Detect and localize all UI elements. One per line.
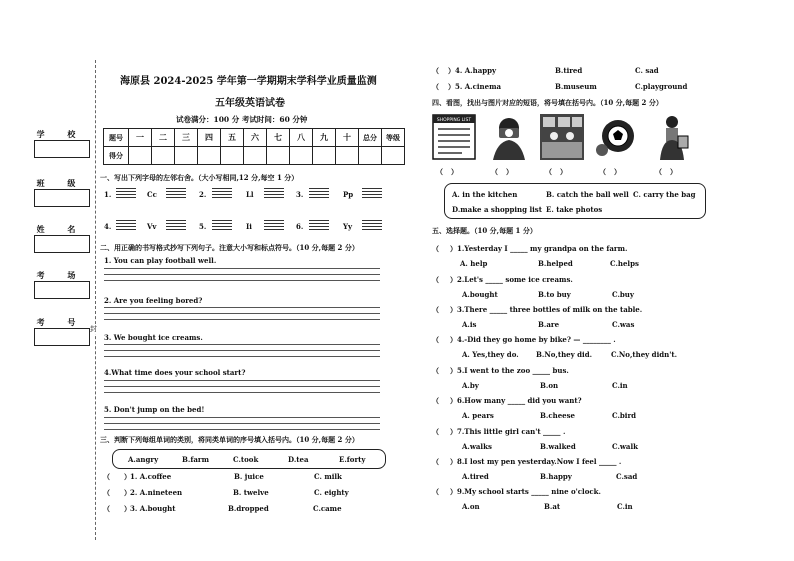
- bracket-open: （: [436, 167, 451, 176]
- sec3-option: C.took: [233, 455, 259, 464]
- sec3-item-b: B.tired: [555, 66, 583, 75]
- sec5-option-a: A.tired: [462, 472, 489, 481]
- sec3-option: B.farm: [182, 455, 209, 464]
- sec5-option-a: A.bought: [462, 290, 498, 299]
- sec4-option: B. catch the ball well: [546, 190, 629, 199]
- sec2-sentence: 3. We bought ice creams.: [104, 333, 203, 342]
- score-header-cell: 九: [313, 129, 336, 147]
- sec3-option: A.angry: [128, 455, 159, 464]
- writing-lines[interactable]: [264, 188, 284, 200]
- sec3-item-c: C. milk: [314, 472, 342, 481]
- sec5-option-a: A.by: [462, 381, 479, 390]
- writing-lines[interactable]: [309, 220, 329, 232]
- sec3-close: ）: [124, 488, 131, 497]
- copy-line[interactable]: [104, 350, 380, 351]
- score-header-cell: 四: [198, 129, 221, 147]
- score-header-cell: 题号: [104, 129, 129, 147]
- sec5-option-a: A. Yes,they do.: [462, 350, 519, 359]
- answer-bracket[interactable]: （: [432, 244, 439, 253]
- admin-label-room: 考 场: [36, 270, 86, 280]
- score-header-cell: 二: [152, 129, 175, 147]
- copy-line[interactable]: [104, 268, 380, 269]
- sec5-question: ）3.There _____ three bottles of milk on the table.: [450, 305, 643, 314]
- page-subtitle: 五年级英语试卷: [215, 98, 285, 109]
- sec4-option: C. carry the bag: [633, 190, 696, 199]
- copy-line[interactable]: [104, 423, 380, 424]
- score-cell[interactable]: [244, 147, 267, 165]
- sec5-option-b: B.happy: [540, 472, 572, 481]
- sec4-option: E. take photos: [546, 205, 603, 214]
- copy-line[interactable]: [104, 280, 380, 281]
- writing-lines[interactable]: [166, 188, 186, 200]
- score-header-cell: 七: [267, 129, 290, 147]
- sec5-option-c: C.bird: [612, 411, 637, 420]
- sec5-question: ）8.I lost my pen yesterday.Now I feel _____ .: [450, 457, 622, 466]
- sec4-option: D.make a shopping list: [452, 205, 542, 214]
- score-header-cell: 六: [244, 129, 267, 147]
- sec1-letter: Yy: [343, 222, 353, 231]
- bracket-open: （: [655, 167, 670, 176]
- sec3-item-c: C.playground: [635, 82, 688, 91]
- copy-line[interactable]: [104, 392, 380, 393]
- score-cell[interactable]: [382, 147, 405, 165]
- sec5-question: ）1.Yesterday I _____ my grandpa on the farm.: [450, 244, 628, 253]
- admin-label-name: 姓 名: [36, 224, 86, 234]
- sec1-num: 3.: [296, 190, 304, 199]
- writing-lines[interactable]: [212, 188, 232, 200]
- score-header-cell: 八: [290, 129, 313, 147]
- writing-lines[interactable]: [166, 220, 186, 232]
- sec3-item-a: ）4. A.happy: [448, 66, 497, 75]
- page-title: 海原县 2024-2025 学年第一学期期末学科学业质量监测: [120, 76, 377, 87]
- sec5-option-a: A.walks: [462, 442, 492, 451]
- sec1-letter: Ll: [246, 190, 254, 199]
- room-field[interactable]: [34, 281, 90, 299]
- answer-bracket[interactable]: （: [432, 487, 439, 496]
- sec5-question: ）2.Let's _____ some ice creams.: [450, 275, 573, 284]
- sec1-num: 6.: [296, 222, 304, 231]
- score-table: [103, 128, 405, 165]
- sec2-sentence: 5. Don't jump on the bed!: [104, 405, 205, 414]
- copy-line[interactable]: [104, 429, 380, 430]
- sec1-letter: Ii: [246, 222, 252, 231]
- score-cell[interactable]: [221, 147, 244, 165]
- sec1-letter: Pp: [343, 190, 354, 199]
- copy-line[interactable]: [104, 319, 380, 320]
- score-cell[interactable]: [267, 147, 290, 165]
- sec5-option-b: B.cheese: [540, 411, 576, 420]
- sec5-option-c: C.buy: [612, 290, 634, 299]
- sec5-question: ）9.My school starts _____ nine o'clock.: [450, 487, 601, 496]
- sec5-question: ）4.-Did they go home by bike? — ________ .: [450, 335, 616, 344]
- writing-lines[interactable]: [264, 220, 284, 232]
- copy-line[interactable]: [104, 307, 380, 308]
- admin-label-class: 班 级: [36, 178, 86, 188]
- answer-bracket[interactable]: （: [432, 366, 439, 375]
- sec1-letter: Vv: [147, 222, 157, 231]
- answer-bracket[interactable]: （: [432, 457, 439, 466]
- sec3-bracket[interactable]: （: [432, 82, 439, 91]
- answer-bracket[interactable]: （: [432, 396, 439, 405]
- sec1-letter: Cc: [147, 190, 157, 199]
- answer-bracket[interactable]: （: [432, 275, 439, 284]
- sec5-question: ）7.This little girl can't _____ .: [450, 427, 566, 436]
- sec3-item-b: B.dropped: [228, 504, 269, 513]
- sec5-option-c: C.was: [612, 320, 635, 329]
- sec5-option-a: A. help: [460, 259, 488, 268]
- copy-line[interactable]: [104, 386, 380, 387]
- score-cell[interactable]: [359, 147, 382, 165]
- writing-lines[interactable]: [116, 188, 136, 200]
- sec5-option-b: B.are: [538, 320, 560, 329]
- sec5-option-b: B.on: [540, 381, 559, 390]
- copy-line[interactable]: [104, 344, 380, 345]
- bracket-close: ）: [614, 167, 629, 176]
- class-field[interactable]: [34, 189, 90, 207]
- exam-info: 试卷满分：100 分 考试时间：60 分钟: [176, 115, 308, 124]
- copy-line[interactable]: [104, 274, 380, 275]
- sec1-num: 1.: [104, 190, 112, 199]
- sec3-heading: 三、判断下列每组单词的类别，将同类单词的序号填入括号内。（10 分,每题 2 分）: [100, 435, 359, 444]
- sec3-item-c: C. sad: [635, 66, 659, 75]
- answer-bracket-open[interactable]: （: [103, 488, 110, 497]
- sec5-option-b: B.at: [544, 502, 561, 511]
- pic-shopping-text: SHOPPING LIST: [436, 118, 472, 123]
- kitchen-picture: [540, 114, 584, 160]
- writing-lines[interactable]: [116, 220, 136, 232]
- score-header-cell: 一: [129, 129, 152, 147]
- sec2-sentence: 2. Are you feeling bored?: [104, 296, 203, 305]
- shopping-list-picture: [432, 114, 476, 160]
- bracket-close: ）: [506, 167, 521, 176]
- score-header-cell: 等级: [382, 129, 405, 147]
- sec3-item-a: 3. A.bought: [130, 504, 176, 513]
- bracket-close: ）: [560, 167, 575, 176]
- answer-bracket[interactable]: （: [432, 427, 439, 436]
- bracket-close: ）: [670, 167, 685, 176]
- score-cell[interactable]: [336, 147, 359, 165]
- sec3-option: E.forty: [339, 455, 366, 464]
- writing-lines[interactable]: [212, 220, 232, 232]
- sec5-option-b: B.helped: [538, 259, 573, 268]
- copy-line[interactable]: [104, 380, 380, 381]
- sec5-option-c: C.sad: [616, 472, 638, 481]
- sec5-option-a: A. pears: [462, 411, 494, 420]
- score-row-label: 得分: [104, 147, 129, 165]
- sec3-item-c: C.came: [313, 504, 342, 513]
- answer-bracket[interactable]: （: [432, 305, 439, 314]
- sec5-option-c: C.No,they didn't.: [611, 350, 678, 359]
- answer-bracket[interactable]: [491, 167, 521, 177]
- sec4-option: A. in the kitchen: [452, 190, 518, 199]
- bag-picture: [650, 114, 694, 160]
- ball-picture: [594, 114, 638, 160]
- binding-line: [95, 60, 96, 540]
- score-cell[interactable]: [175, 147, 198, 165]
- school-field[interactable]: [34, 140, 90, 158]
- score-cell[interactable]: [290, 147, 313, 165]
- score-header-cell: 三: [175, 129, 198, 147]
- admin-label-number: 考 号: [36, 317, 86, 327]
- sec1-num: 5.: [199, 222, 207, 231]
- admin-label-school: 学 校: [36, 129, 86, 139]
- name-field[interactable]: [34, 235, 90, 253]
- answer-bracket[interactable]: [436, 167, 466, 177]
- bracket-open: （: [545, 167, 560, 176]
- sec3-item-c: C. eighty: [314, 488, 349, 497]
- answer-bracket-open[interactable]: （: [103, 472, 110, 481]
- sec5-option-b: B.No,they did.: [536, 350, 593, 359]
- copy-line[interactable]: [104, 417, 380, 418]
- sec4-heading: 四、看图，找出与图片对应的短语，将号填在括号内。（10 分,每题 2 分）: [432, 98, 663, 107]
- answer-bracket[interactable]: [545, 167, 575, 177]
- sec5-option-b: B.walked: [540, 442, 576, 451]
- sec3-bracket[interactable]: （: [432, 66, 439, 75]
- writing-lines[interactable]: [362, 220, 382, 232]
- score-cell[interactable]: [198, 147, 221, 165]
- copy-line[interactable]: [104, 356, 380, 357]
- score-header-cell: 十: [336, 129, 359, 147]
- bracket-close: ）: [451, 167, 466, 176]
- answer-bracket[interactable]: [599, 167, 629, 177]
- sec5-option-c: C.in: [617, 502, 633, 511]
- score-header-cell: 总分: [359, 129, 382, 147]
- answer-bracket[interactable]: [655, 167, 685, 177]
- sec2-sentence: 4.What time does your school start?: [104, 368, 246, 377]
- sec2-heading: 二、用正确的书写格式抄写下列句子。注意大小写和标点符号。（10 分,每题 2 分）: [100, 243, 359, 252]
- sec2-sentence: 1. You can play football well.: [104, 256, 217, 265]
- sec1-num: 4.: [104, 222, 112, 231]
- sec5-option-b: B.to buy: [538, 290, 571, 299]
- sec3-option: D.tea: [288, 455, 309, 464]
- bracket-open: （: [599, 167, 614, 176]
- writing-lines[interactable]: [309, 188, 329, 200]
- sec5-heading: 五、选择题。（10 分,每题 1 分）: [432, 226, 537, 235]
- sec3-close: ）: [124, 504, 131, 513]
- sec5-option-a: A.on: [462, 502, 480, 511]
- photo-taking-picture: [487, 114, 531, 160]
- sec5-question: ）5.I went to the zoo _____ bus.: [450, 366, 569, 375]
- sec3-item-a: 2. A.nineteen: [130, 488, 183, 497]
- writing-lines[interactable]: [362, 188, 382, 200]
- sec1-heading: 一、写出下列字母的左邻右舍。（大小写相同,12 分,每空 1 分）: [100, 173, 299, 182]
- side-mark: 封: [90, 325, 97, 333]
- sec3-item-b: B. twelve: [233, 488, 269, 497]
- score-cell[interactable]: [152, 147, 175, 165]
- sec3-item-a: 1. A.coffee: [130, 472, 172, 481]
- sec3-item-b: B. juice: [234, 472, 264, 481]
- sec5-option-c: C.in: [612, 381, 628, 390]
- number-field[interactable]: [34, 328, 90, 346]
- sec5-option-c: C.walk: [612, 442, 638, 451]
- score-cell[interactable]: [313, 147, 336, 165]
- bracket-open: （: [491, 167, 506, 176]
- sec5-option-c: C.helps: [610, 259, 639, 268]
- answer-bracket-open[interactable]: （: [103, 504, 110, 513]
- sec3-close: ）: [124, 472, 131, 481]
- score-cell[interactable]: [129, 147, 152, 165]
- score-header-cell: 五: [221, 129, 244, 147]
- sec1-num: 2.: [199, 190, 207, 199]
- sec5-question: ）6.How many _____ did you want?: [450, 396, 582, 405]
- copy-line[interactable]: [104, 313, 380, 314]
- sec3-item-b: B.museum: [555, 82, 597, 91]
- answer-bracket[interactable]: （: [432, 335, 439, 344]
- sec5-option-a: A.is: [462, 320, 477, 329]
- sec3-item-a: ）5. A.cinema: [448, 82, 502, 91]
